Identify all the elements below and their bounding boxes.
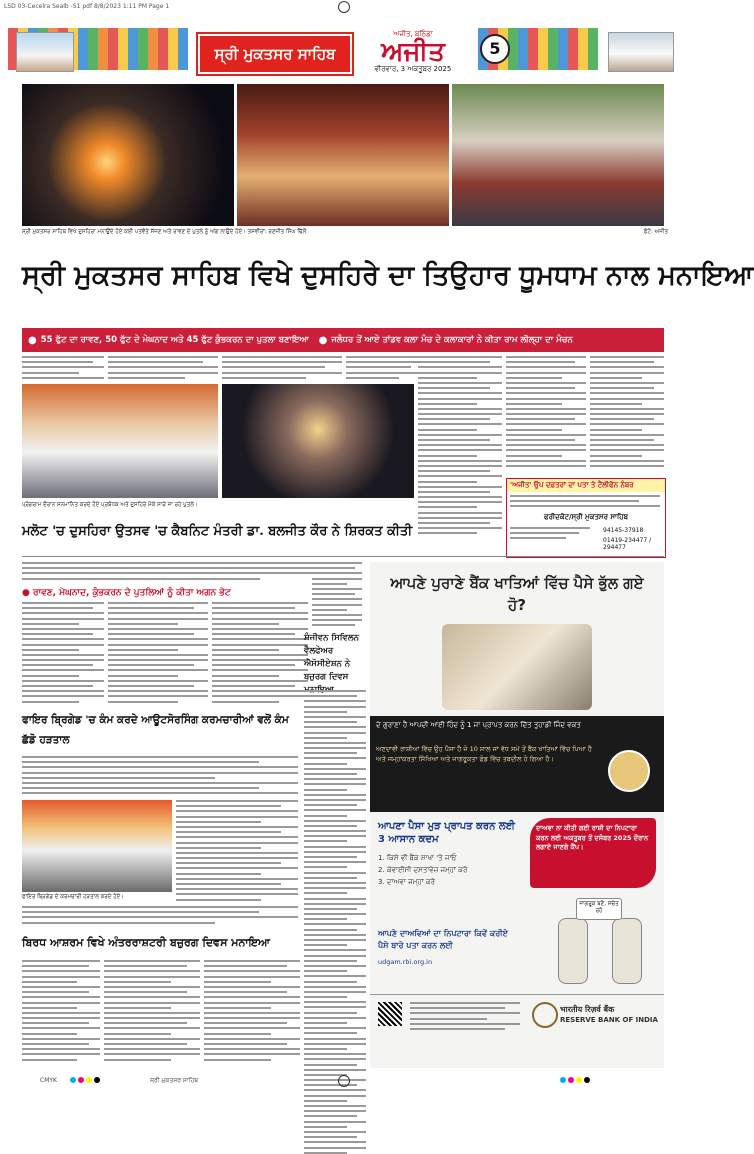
ad-dark-panel [370,716,664,812]
ad-step-3: 3. ਦਾਅਵਾ ਜਮ੍ਹਾਂ ਕਰੋ [378,878,435,886]
article-column-text [22,356,104,382]
page-number: 5 [480,34,510,64]
ad-step-2: 2. ਕੇਵਾਈਸੀ ਦਸਤਾਵੇਜ਼ ਜਮ੍ਹਾਂ ਕਰੋ [378,866,468,874]
subscription-phone-2: 01419-234477 / 294477 [603,537,652,551]
headline-malout-dussehra: ਮਲੋਟ 'ਚ ਦੁਸਹਿਰਾ ਉਤਸਵ 'ਚ ਕੈਬਨਿਟ ਮੰਤਰੀ ਡਾ. ਬਲਜੀਤ ਕੌਰ ਨੇ ਸ਼ਿਰਕਤ ਕੀਤੀ [22,524,413,539]
mascot-left-icon [558,918,588,984]
highlight-point-1: 55 ਫੁੱਟ ਦਾ ਰਾਵਣ, 50 ਫੁੱਟ ਦੇ ਮੇਘਨਾਦ ਅਤੇ 45 ਫੁੱਟ ਕੁੰਭਕਰਨ ਦਾ ਪੁਤਲਾ ਬਣਾਇਆ [40,335,309,345]
headline-fire-brigade-strike: ਫਾਇਰ ਬ੍ਰਿਗੇਡ 'ਚ ਕੰਮ ਕਰਦੇ ਆਊਟਸੋਰਸਿੰਗ ਕਰਮਚਾਰੀਆਂ ਵਲੋਂ ਕੰਮ ਛੱਡੋ ਹੜਤਾਲ [22,714,289,746]
gurdwara-thumbnail-left [16,32,74,72]
print-footer [0,1073,687,1089]
print-info-text: LSD 03-Cecelra Sealb -S1 pdf 8/8/2023 1:11 PM Page 1 [4,3,170,10]
ad-body: ਅਣਦਾਵੀ ਰਾਸ਼ੀਆਂ ਵਿੱਚ ਉਹ ਪੈਸਾ ਹੈ ਜੋ 10 ਸਾਲ ਜਾਂ ਵੱਧ ਸਮੇਂ ਤੋਂ ਬੈਂਕ ਖਾਤਿਆਂ ਵਿੱਚ ਪਿਆ ਹੈ ਅਤੇ ਜਮ੍ਹਾਂਕਰਤਾ ਸਿੱਖਿਆ ਅਤੇ ਜਾਗਰੂਕਤਾ ਫੰਡ ਵਿੱਚ ਤਬਦੀਲ ਹੋ ਗਿਆ ਹੈ। [376,745,592,763]
masthead [8,14,680,82]
ad-headline: ਆਪਣੇ ਪੁਰਾਣੇ ਬੈਂਕ ਖਾਤਿਆਂ ਵਿੱਚ ਪੈਸੇ ਭੁੱਲ ਗਏ ਹੋ? [390,574,644,614]
subscription-box [506,478,666,558]
rbi-english-name: RESERVE BANK OF INDIA [560,1016,658,1024]
photo-effigies-burning [22,84,234,226]
ad-deadline-badge: ਦਾਅਵਾ ਨਾ ਕੀਤੀ ਗਈ ਰਾਸ਼ੀ ਦਾ ਨਿਪਟਾਰਾ ਕਰਨ ਲਈ ਅਕਤੂਬਰ ਤੋਂ ਦਸੰਬਰ 2025 ਦੌਰਾਨ ਲਗਾਏ ਜਾਣਗੇ ਕੈਂਪ। [530,818,656,888]
subscription-box-title: 'ਅਜੀਤ' ਉਪ ਦਫ਼ਤਰਾਂ ਦਾ ਪਤਾ ਤੇ ਟੈਲੀਫੋਨ ਨੰਬਰ [507,479,665,492]
article-column-text [312,562,362,628]
highlight-bar [22,328,664,352]
meeting-story-title: ਸੰਜੀਵਨ ਸਿਵਿਲਨ ਵੈਲਫੇਅਰ ਐਸੋਸੀਏਸ਼ਨ ਨੇ ਬਜ਼ੁਰਗ ਦਿਵਸ [304,633,359,682]
article-column-text [22,602,104,706]
color-calibration-dots [560,1077,592,1085]
sub-bullet-text: ਰਾਵਣ, ਮੇਘਨਾਦ, ਕੁੰਭਕਰਨ ਦੇ ਪੁਤਲਿਆਂ ਨੂੰ ਕੀਤਾ ਅਗਨ ਭੇਟ [33,588,231,598]
mascot-right-icon [612,918,642,984]
bullet-icon: ● [28,334,37,346]
article-column-text [506,356,586,474]
paper-name: ਅਜੀਤ [381,37,445,67]
photo-dignitaries-group [452,84,664,226]
ad-steps-list [378,852,467,888]
city-logo: ਸ੍ਰੀ ਮੁਕਤਸਰ ਸਾਹਿਬ [198,34,352,74]
article-column-text [176,800,298,900]
paper-nameplate [353,30,473,72]
print-info-bar [0,0,687,14]
subscription-office: ਫਰੀਦਕੋਟ/ਸ੍ਰੀ ਮੁਕਤਸਰ ਸਾਹਿਬ [544,513,628,521]
ad-divider [370,994,664,995]
article-column-text [108,602,208,706]
rbi-advertisement [370,562,664,1068]
top-photos-caption: ਸ੍ਰੀ ਮੁਕਤਸਰ ਸਾਹਿਬ ਵਿਖੇ ਦੁਸਹਿਰਾ ਮਨਾਉਂਦੇ ਹੋਏ ਕਈ ਪਤਵੰਤੇ ਸੱਜਣ ਅਤੇ ਰਾਵਣ ਦੇ ਪੁਤਲੇ ਨੂੰ ਅੱਗ ਲਾਉਂਦੇ ਹੋਏ। ਤਸਵੀਰਾਂ: ਰਣਜੀਤ ਸਿੰਘ ਢਿੱਲੋਂ [22,229,307,235]
section-divider [22,556,664,557]
headline-old-age-home: ਬਿਰਧ ਆਸ਼ਰਮ ਵਿਖੇ ਅੰਤਰਰਾਸ਼ਟਰੀ ਬਜ਼ੁਰਗ ਦਿਵਸ ਮਨਾਇਆ [22,936,271,949]
issue-date: ਵੀਰਵਾਰ, 3 ਅਕਤੂਬਰ 2025 [374,65,452,73]
highlight-point-2: ਜਲੰਧਰ ਤੋਂ ਆਏ ਤਾਂਡਵ ਕਲਾ ਮੰਚ ਦੇ ਕਲਾਕਾਰਾਂ ਨੇ ਕੀਤਾ ਰਾਮ ਲੀਲ੍ਹਾ ਦਾ ਮੰਚਨ [331,335,573,345]
photo-effigy-night [222,384,414,498]
photo-honoring-ceremony [22,384,218,498]
ad-campaign-title: ਆਪਣੇ ਦਾਅਵਿਆਂ ਦਾ ਨਿਪਟਾਰਾ ਕਿਵੇਂ ਕਰੀਏ ਪੈਸੇ ਬਾਰੇ ਪਤਾ ਕਰਨ ਲਈ [378,929,508,950]
ad-website: udgam.rbi.org.in [378,958,433,966]
article-column-text [590,356,664,474]
subscription-phone-1: 94145-37918 [603,527,644,534]
photo-ram-leela-stage [237,84,449,226]
article-column-text [418,356,502,546]
small-photo-caption: ਫਾਇਰ ਬ੍ਰਿਗੇਡ ਦੇ ਕਰਮਚਾਰੀ ਹੜਤਾਲ ਕਰਦੇ ਹੋਏ। [22,894,124,900]
bullet-icon: ● [318,334,328,346]
ad-emblem-icon [608,750,650,792]
registration-mark-icon [338,1,350,13]
article-column-text [212,602,308,706]
footer-city: ਸ੍ਰੀ ਮੁਕਤਸਰ ਸਾਹਿਬ [150,1077,199,1084]
photo-fire-brigade-workers [22,800,172,892]
article-column-text [346,356,422,382]
main-headline: ਸ੍ਰੀ ਮੁਕਤਸਰ ਸਾਹਿਬ ਵਿਖੇ ਦੁਸਹਿਰੇ ਦਾ ਤਿਉਹਾਰ ਧੂਮਧਾਮ ਨਾਲ ਮਨਾਇਆ [22,260,754,291]
mascot-sign: ਜਾਗਰੂਕ ਬਣੋ, ਸਚੇਤ ਰਹੋ [576,898,622,920]
rbi-name: भारतीय रिज़र्व बैंक [560,1005,615,1014]
article-column-text [22,562,362,584]
ad-step-1: 1. ਕਿਸੇ ਵੀ ਬੈਂਕ ਸ਼ਾਖਾ 'ਤੇ ਜਾਓ [378,854,457,862]
ad-contact-text [410,1002,520,1052]
paper-subtitle: ਅਜੀਤ, ਬਠਿੰਡਾ [393,30,433,38]
subscription-box-text [510,527,590,547]
ad-money-hands-image [442,624,592,710]
registration-mark-icon [338,1075,350,1087]
article-column-text [104,960,200,1068]
article-column-text [22,756,298,796]
qr-code-icon [378,1002,402,1026]
subscription-box-text [510,495,660,511]
mid-photos-caption: ਪ੍ਰੋਗਰਾਮ ਦੌਰਾਨ ਸਨਮਾਨਿਤ ਕਰਦੇ ਹੋਏ ਪ੍ਰਬੰਧਕ ਅਤੇ ਦੁਸਹਿਰੇ ਮੌਕੇ ਸਾੜੇ ਜਾ ਰਹੇ ਪੁਤਲੇ। [22,502,198,508]
article-column-text [204,960,300,1068]
footer-cmyk-label: CMYK [40,1077,57,1084]
article-column-text [222,356,342,382]
color-calibration-dots [70,1077,102,1085]
gurdwara-thumbnail-right [608,32,674,72]
top-photos-credit: ਫੋਟੋ: ਅਜੀਤ [643,229,668,235]
ad-mascot-figures [552,898,648,992]
rbi-logo-icon [532,1002,558,1028]
ad-tagline: ਦੇ ਗੁਰਾਣਾ ਹੈ ਆਪਦੀ ਆਈ ਹਿੰਦ ਨੂੰ 1 ਜਾ ਪ੍ਰਾਪਤ ਕਰਨ ਦਿੱਤ ਤੁਹਾਡੀ ਜਿੰਦ ਵਕਤ [376,721,581,729]
article-column-text [22,906,298,930]
article-column-text [108,356,218,382]
ad-steps-title: ਆਪਣਾ ਪੈਸਾ ਮੁੜ ਪ੍ਰਾਪਤ ਕਰਨ ਲਈ 3 ਆਸਾਨ ਕਦਮ [378,821,515,845]
sub-bullet-headline: ● ਰਾਵਣ, ਮੇਘਨਾਦ, ਕੁੰਭਕਰਨ ਦੇ ਪੁਤਲਿਆਂ ਨੂੰ ਕੀਤਾ ਅਗਨ ਭੇਟ [22,588,231,598]
article-column-text [22,960,100,1068]
